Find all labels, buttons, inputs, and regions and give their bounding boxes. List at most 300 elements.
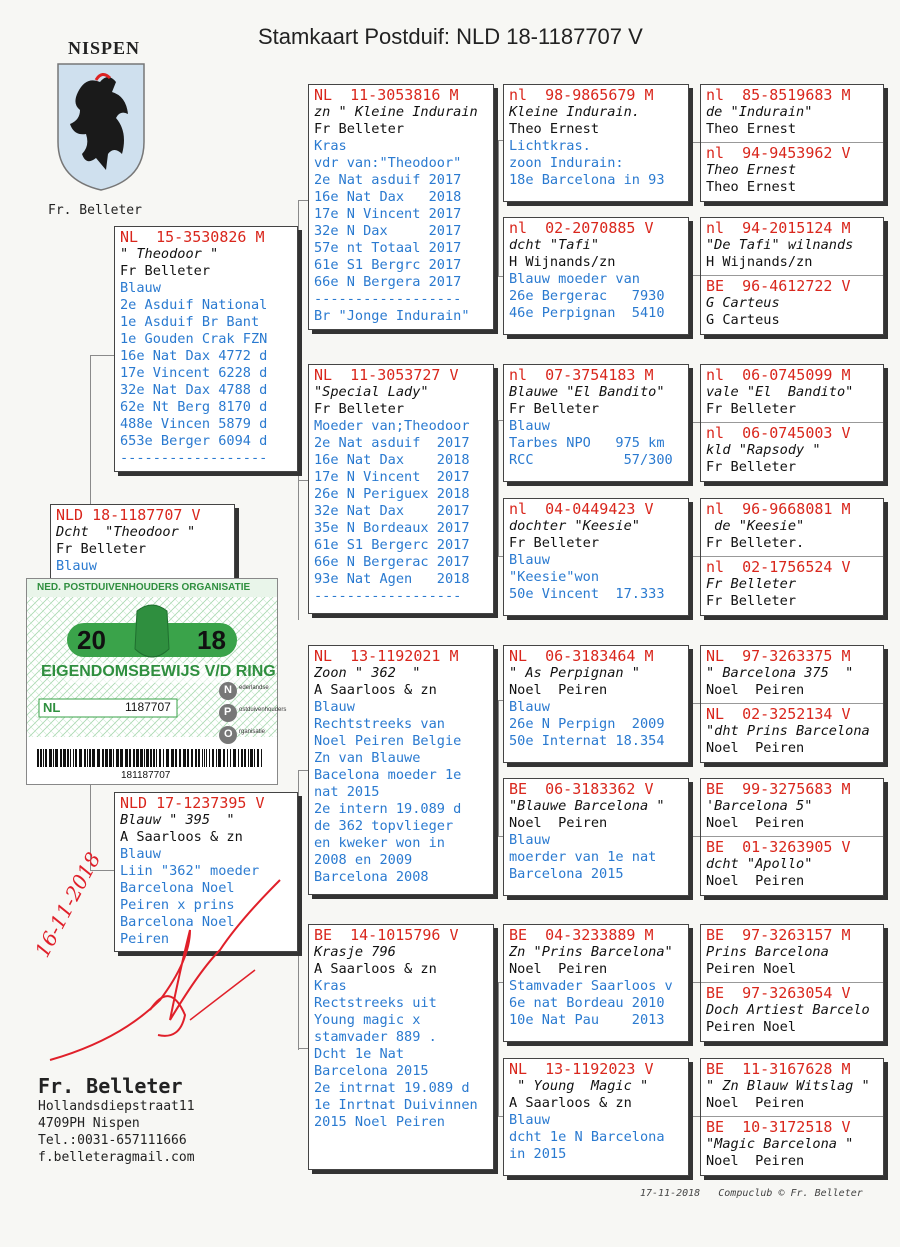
ring-number: BE 06-3183362 V (509, 781, 654, 798)
pigeon-name: Zn "Prins Barcelona" (509, 944, 673, 960)
ring-number: nl 07-3754183 M (509, 367, 654, 384)
card-gen3-5 (503, 645, 689, 763)
info-line: 17e Vincent 6228 d (120, 365, 268, 381)
barcode-bar (45, 749, 47, 767)
info-line: ------------------ (314, 588, 462, 604)
barcode-bar (109, 749, 112, 767)
card-divider (701, 836, 883, 837)
barcode-bar (87, 749, 88, 767)
connector-line (689, 1116, 700, 1117)
info-line: Kras (314, 978, 347, 994)
ring-number: nl 94-2015124 M (706, 220, 851, 237)
info-line: 1e Gouden Crak FZN (120, 331, 268, 347)
info-line: 6e nat Bordeau 2010 (509, 995, 665, 1011)
info-line: Blauw (56, 558, 97, 574)
barcode-bar (125, 749, 128, 767)
info-line: 17e N Vincent 2017 (314, 206, 462, 222)
breeder-name: A Saarloos & zn (120, 829, 243, 845)
ring-number: NLD 18-1187707 V (56, 507, 201, 524)
connector-line (494, 836, 503, 837)
card-subject (50, 504, 235, 586)
ring-number: nl 94-9453962 V (706, 145, 851, 162)
ring-number: nl 02-2070885 V (509, 220, 654, 237)
dam-entry (706, 145, 879, 196)
barcode-bar (238, 749, 239, 767)
ring-barcode-text: 181187707 (121, 770, 171, 781)
info-line: nat 2015 (314, 784, 380, 800)
connector-line (298, 200, 308, 201)
connector-line (494, 556, 503, 557)
card-gen3-4 (503, 498, 689, 616)
breeder-name: Fr Belleter (509, 401, 600, 417)
pigeon-name: " Young Magic " (509, 1078, 649, 1094)
ring-number: nl 04-0449423 V (509, 501, 654, 518)
info-line: Kras (314, 138, 347, 154)
owner-email: f.belleteragmail.com (38, 1150, 195, 1165)
info-line: 61e S1 Bergrc 2017 (314, 257, 462, 273)
connector-line (498, 700, 499, 836)
owner-city: 4709PH Nispen (38, 1116, 140, 1131)
card-sire (114, 226, 298, 472)
breeder-name: Noel Peiren (509, 961, 608, 977)
ring-letter-o: O (224, 728, 233, 740)
pigeon-name: " Zn Blauw Witslag " (706, 1078, 870, 1094)
connector-line (689, 275, 700, 276)
info-line: in 2015 (509, 1146, 567, 1162)
connector-line (689, 422, 700, 423)
connector-line (298, 200, 299, 620)
breeder-name: Noel Peiren (706, 740, 805, 756)
ring-number: NL 97-3263375 M (706, 648, 851, 665)
breeder-name: Fr Belleter (314, 121, 405, 137)
ring-number: BE 97-3263157 M (706, 927, 851, 944)
info-line: "Keesie"won (509, 569, 600, 585)
breeder-name: Noel Peiren (706, 1095, 805, 1111)
sire-entry (706, 367, 879, 418)
barcode-bar (63, 749, 66, 767)
info-line: 26e N Perpign 2009 (509, 716, 665, 732)
connector-line (689, 556, 700, 557)
connector-line (90, 355, 114, 356)
info-line: 66e N Bergera 2017 (314, 274, 462, 290)
card-gen3-3 (503, 364, 689, 482)
barcode-bar (97, 749, 100, 767)
barcode-bar (163, 749, 164, 767)
ring-number: BE 99-3275683 M (706, 781, 851, 798)
info-line: Br "Jonge Indurain" (314, 308, 470, 324)
info-line: Lichtkras. (509, 138, 591, 154)
breeder-name: Fr Belleter. (706, 535, 805, 551)
sire-entry (706, 220, 879, 271)
info-line: Rechtstreeks van (314, 716, 445, 732)
dam-entry (706, 278, 879, 329)
barcode-bar (202, 749, 203, 767)
info-line: 26e N Periguex 2018 (314, 486, 470, 502)
club-name: NISPEN (68, 38, 141, 58)
ring-word-2: ostduivenhouders (239, 707, 287, 713)
breeder-name: Fr Belleter (706, 593, 797, 609)
ring-number: BE 01-3263905 V (706, 839, 851, 856)
pigeon-name: Zoon " 362 " (314, 665, 421, 681)
info-line: Rectstreeks uit (314, 995, 437, 1011)
page-title: Stamkaart Postduif: NLD 18-1187707 V (258, 24, 643, 49)
barcode-bar (227, 749, 228, 767)
owner-street: Hollandsdiepstraat11 (38, 1099, 195, 1114)
card-gen3-2 (503, 217, 689, 335)
breeder-name: Noel Peiren (706, 682, 805, 698)
coat-of-arms-icon (56, 62, 146, 192)
ring-certificate (26, 578, 287, 785)
ring-number: nl 96-9668081 M (706, 501, 851, 518)
footer: 17-11-2018 Compuclub © Fr. Belleter (640, 1188, 863, 1199)
card-divider (701, 1116, 883, 1117)
ring-number: BE 97-3263054 V (706, 985, 851, 1002)
connector-line (90, 355, 91, 505)
pigeon-name: kld "Rapsody " (706, 442, 821, 458)
barcode-bar (84, 749, 86, 767)
info-line: 32e Nat Dax 2017 (314, 503, 470, 519)
info-line: 10e Nat Pau 2013 (509, 1012, 665, 1028)
barcode-bar (60, 749, 62, 767)
info-line: Blauw (509, 699, 550, 715)
ring-number: BE 11-3167628 M (706, 1061, 851, 1078)
breeder-name: Theo Ernest (706, 121, 797, 137)
info-line: Blauw (314, 699, 355, 715)
sire-entry (706, 927, 879, 978)
barcode-bar (67, 749, 69, 767)
ring-number: BE 10-3172518 V (706, 1119, 851, 1136)
barcode-bar (116, 749, 119, 767)
info-line: zoon Indurain: (509, 155, 624, 171)
breeder-name: Fr Belleter (509, 535, 600, 551)
card-gen2-1 (308, 84, 494, 330)
info-line: stamvader 889 . (314, 1029, 437, 1045)
info-line: Liin "362" moeder (120, 863, 260, 879)
card-gen2-3 (308, 645, 494, 895)
barcode-bar (129, 749, 131, 767)
barcode-bar (195, 749, 197, 767)
info-line: 46e Perpignan 5410 (509, 305, 665, 321)
breeder-name: Noel Peiren (509, 815, 608, 831)
card-divider (701, 422, 883, 423)
info-line: 2e Nat asduif 2017 (314, 172, 462, 188)
breeder-name: Peiren Noel (706, 961, 797, 977)
ring-number: nl 98-9865679 M (509, 87, 654, 104)
info-line: 32e Nat Dax 4788 d (120, 382, 268, 398)
info-line: Blauw moeder van (509, 271, 640, 287)
info-line: ------------------ (314, 291, 462, 307)
card-gen3-7 (503, 924, 689, 1042)
barcode-bar (120, 749, 123, 767)
ring-number: BE 14-1015796 V (314, 927, 459, 944)
breeder-name: Noel Peiren (706, 1153, 805, 1169)
breeder-name: Fr Belleter (314, 401, 405, 417)
barcode-bar (257, 749, 259, 767)
ring-number: nl 02-1756524 V (706, 559, 851, 576)
info-line: ------------------ (120, 450, 268, 466)
card-gen4-3 (700, 364, 884, 482)
breeder-name: Peiren Noel (706, 1019, 797, 1035)
barcode-bar (136, 749, 139, 767)
connector-line (494, 140, 503, 141)
info-line: 50e Vincent 17.333 (509, 586, 665, 602)
sire-entry (706, 781, 879, 832)
info-line: Blauw (120, 280, 161, 296)
breeder-name: Fr Belleter (56, 541, 147, 557)
pigeon-name: de "Indurain" (706, 104, 813, 120)
handwritten-date: 16-11-2018 (30, 848, 106, 962)
barcode-bar (261, 749, 262, 767)
barcode-bar (37, 749, 39, 767)
pigeon-name: Fr Belleter (706, 576, 797, 592)
card-divider (701, 703, 883, 704)
pigeon-name: Blauwe "El Bandito" (509, 384, 665, 400)
barcode-bar (198, 749, 200, 767)
connector-line (498, 982, 499, 1116)
breeder-name: A Saarloos & zn (314, 961, 437, 977)
barcode-bar (187, 749, 189, 767)
pigeon-name: "Magic Barcelona " (706, 1136, 854, 1152)
info-line: 50e Internat 18.354 (509, 733, 665, 749)
barcode-bar (159, 749, 161, 767)
barcode-bar (204, 749, 205, 767)
info-line: de 362 topvlieger (314, 818, 454, 834)
info-line: 62e Nt Berg 8170 d (120, 399, 268, 415)
info-line: Blauw (509, 418, 550, 434)
breeder-name: Theo Ernest (706, 179, 797, 195)
pigeon-name: "Blauwe Barcelona " (509, 798, 665, 814)
barcode-bar (171, 749, 174, 767)
ring-number: BE 96-4612722 V (706, 278, 851, 295)
ring-number: NL 11-3053816 M (314, 87, 459, 104)
barcode-bar (43, 749, 44, 767)
pigeon-name: " Theodoor " (120, 246, 219, 262)
card-divider (701, 982, 883, 983)
info-line: 66e N Bergerac 2017 (314, 554, 470, 570)
barcode-bar (241, 749, 243, 767)
dam-entry (706, 1119, 879, 1170)
info-line: Barcelona Noel (120, 914, 235, 930)
pigeon-name: " Barcelona 375 " (706, 665, 854, 681)
sire-entry (706, 648, 879, 699)
connector-line (494, 1116, 503, 1117)
connector-line (494, 276, 503, 277)
info-line: 2e Asduif National (120, 297, 268, 313)
info-line: 16e Nat Dax 2018 (314, 452, 470, 468)
info-line: Barcelona 2015 (314, 1063, 429, 1079)
barcode-bar (40, 749, 42, 767)
barcode-bar (216, 749, 217, 767)
card-gen4-2 (700, 217, 884, 335)
barcode-bar (175, 749, 177, 767)
barcode-bar (209, 749, 210, 767)
barcode-bar (49, 749, 52, 767)
barcode-bar (218, 749, 221, 767)
barcode-bar (133, 749, 135, 767)
connector-line (689, 982, 700, 983)
card-gen4-1 (700, 84, 884, 202)
ring-letter-p: P (224, 706, 232, 718)
ring-number: nl 06-0745099 M (706, 367, 851, 384)
info-line: Dcht 1e Nat (314, 1046, 405, 1062)
barcode-bar (233, 749, 236, 767)
info-line: vdr van:"Theodoor" (314, 155, 462, 171)
barcode-bar (179, 749, 181, 767)
info-line: Blauw (120, 846, 161, 862)
info-line: Tarbes NPO 975 km (509, 435, 665, 451)
info-line: 653e Berger 6094 d (120, 433, 268, 449)
ring-org: NED. POSTDUIVENHOUDERS ORGANISATIE (37, 582, 251, 593)
ring-word-3: rganisatie (239, 729, 266, 735)
pigeon-name: 'Barcelona 5" (706, 798, 813, 814)
dam-entry (706, 985, 879, 1036)
barcode-bar (113, 749, 114, 767)
pigeon-name: dcht "Tafi" (509, 237, 600, 253)
barcode-bar (191, 749, 193, 767)
info-line: Bacelona moeder 1e (314, 767, 462, 783)
ring-number: NL 13-1192021 M (314, 648, 459, 665)
barcode-bar (254, 749, 255, 767)
card-divider (701, 275, 883, 276)
ring-word-1: ederlandse (239, 685, 269, 691)
connector-line (494, 420, 503, 421)
ring-number: nl 06-0745003 V (706, 425, 851, 442)
connector-line (689, 142, 700, 143)
ring-year-right: 18 (197, 625, 226, 655)
info-line: en kweker won in (314, 835, 445, 851)
pigeon-name: Theo Ernest (706, 162, 797, 178)
pigeon-name: "Special Lady" (314, 384, 429, 400)
connector-line (498, 140, 499, 276)
info-line: 32e N Dax 2017 (314, 223, 462, 239)
info-line: RCC 57/300 (509, 452, 673, 468)
barcode-bar (79, 749, 82, 767)
breeder-name: A Saarloos & zn (509, 1095, 632, 1111)
connector-line (494, 982, 503, 983)
pigeon-name: "dht Prins Barcelona (706, 723, 870, 739)
card-gen2-4 (308, 924, 494, 1170)
info-line: Noel Peiren Belgie (314, 733, 462, 749)
card-gen4-4 (700, 498, 884, 616)
ring-year-left: 20 (77, 625, 106, 655)
info-line: Barcelona 2008 (314, 869, 429, 885)
info-line: moerder van 1e nat (509, 849, 657, 865)
breeder-name: Noel Peiren (706, 873, 805, 889)
info-line: 1e Asduif Br Bant (120, 314, 260, 330)
connector-line (689, 703, 700, 704)
breeder-name: H Wijnands/zn (706, 254, 813, 270)
ring-certificate-title: EIGENDOMSBEWIJS V/D RING (41, 663, 276, 680)
pigeon-name: Blauw " 395 " (120, 812, 235, 828)
card-gen4-8 (700, 1058, 884, 1176)
pigeon-name: zn " Kleine Indurain (314, 104, 478, 120)
barcode-bar (102, 749, 104, 767)
barcode-bar (144, 749, 145, 767)
info-line: 93e Nat Agen 2018 (314, 571, 470, 587)
barcode-bar (206, 749, 207, 767)
dam-entry (706, 839, 879, 890)
owner-tel: Tel.:0031-657111666 (38, 1133, 187, 1148)
barcode-bar (146, 749, 149, 767)
pigeon-name: dcht "Apollo" (706, 856, 813, 872)
info-line: 488e Vincen 5879 d (120, 416, 268, 432)
info-line: Stamvader Saarloos v (509, 978, 673, 994)
connector-line (498, 420, 499, 556)
barcode-bar (244, 749, 246, 767)
info-line: 2008 en 2009 (314, 852, 413, 868)
barcode-bar (140, 749, 143, 767)
breeder-name: Theo Ernest (509, 121, 600, 137)
card-gen4-6 (700, 778, 884, 896)
card-gen3-1 (503, 84, 689, 202)
owner-name: Fr. Belleter (38, 1074, 183, 1098)
pigeon-name: vale "El Bandito" (706, 384, 854, 400)
sire-entry (706, 1061, 879, 1112)
breeder-name: Noel Peiren (509, 682, 608, 698)
card-gen2-2 (308, 364, 494, 614)
card-gen3-6 (503, 778, 689, 896)
info-line: 2e intrnat 19.089 d (314, 1080, 470, 1096)
barcode-bar (150, 749, 152, 767)
barcode-bar (156, 749, 157, 767)
info-line: 57e nt Totaal 2017 (314, 240, 462, 256)
ring-number: NL 06-3183464 M (509, 648, 654, 665)
pigeon-name: Dcht "Theodoor " (56, 524, 196, 540)
info-line: Moeder van;Theodoor (314, 418, 470, 434)
card-divider (701, 556, 883, 557)
barcode-bar (223, 749, 225, 767)
connector-line (298, 770, 308, 771)
barcode-bar (153, 749, 155, 767)
connector-line (689, 836, 700, 837)
ring-number: NL 02-3252134 V (706, 706, 851, 723)
pigeon-name: Kleine Indurain. (509, 104, 640, 120)
info-line: dcht 1e N Barcelona (509, 1129, 665, 1145)
ring-number: 1187707 (125, 700, 171, 714)
pigeon-name: Krasje 796 (314, 944, 396, 960)
card-gen4-7 (700, 924, 884, 1042)
info-line: 16e Nat Dax 4772 d (120, 348, 268, 364)
barcode-bar (92, 749, 95, 767)
barcode-bar (230, 749, 231, 767)
barcode-bar (75, 749, 77, 767)
card-gen4-5 (700, 645, 884, 763)
barcode-bar (73, 749, 74, 767)
info-line: 61e S1 Bergerc 2017 (314, 537, 470, 553)
breeder-name: Noel Peiren (706, 815, 805, 831)
info-line: Young magic x (314, 1012, 421, 1028)
barcode-bar (248, 749, 249, 767)
barcode-bar (250, 749, 253, 767)
ring-number: NLD 17-1237395 V (120, 795, 265, 812)
barcode-bar (183, 749, 186, 767)
info-line: Blauw (509, 1112, 550, 1128)
barcode-bar (70, 749, 71, 767)
info-line: 17e N Vincent 2017 (314, 469, 470, 485)
card-gen3-8 (503, 1058, 689, 1176)
owner-short: Fr. Belleter (48, 203, 142, 218)
ring-letter-n: N (224, 684, 232, 696)
info-line: 2e Nat asduif 2017 (314, 435, 470, 451)
sire-entry (706, 501, 879, 552)
pigeon-name: dochter "Keesie" (509, 518, 640, 534)
breeder-name: G Carteus (706, 312, 780, 328)
barcode-bar (53, 749, 54, 767)
info-line: 2015 Noel Peiren (314, 1114, 445, 1130)
pigeon-name: de "Keesie" (706, 518, 805, 534)
pigeon-name: G Carteus (706, 295, 780, 311)
barcode-bar (105, 749, 108, 767)
